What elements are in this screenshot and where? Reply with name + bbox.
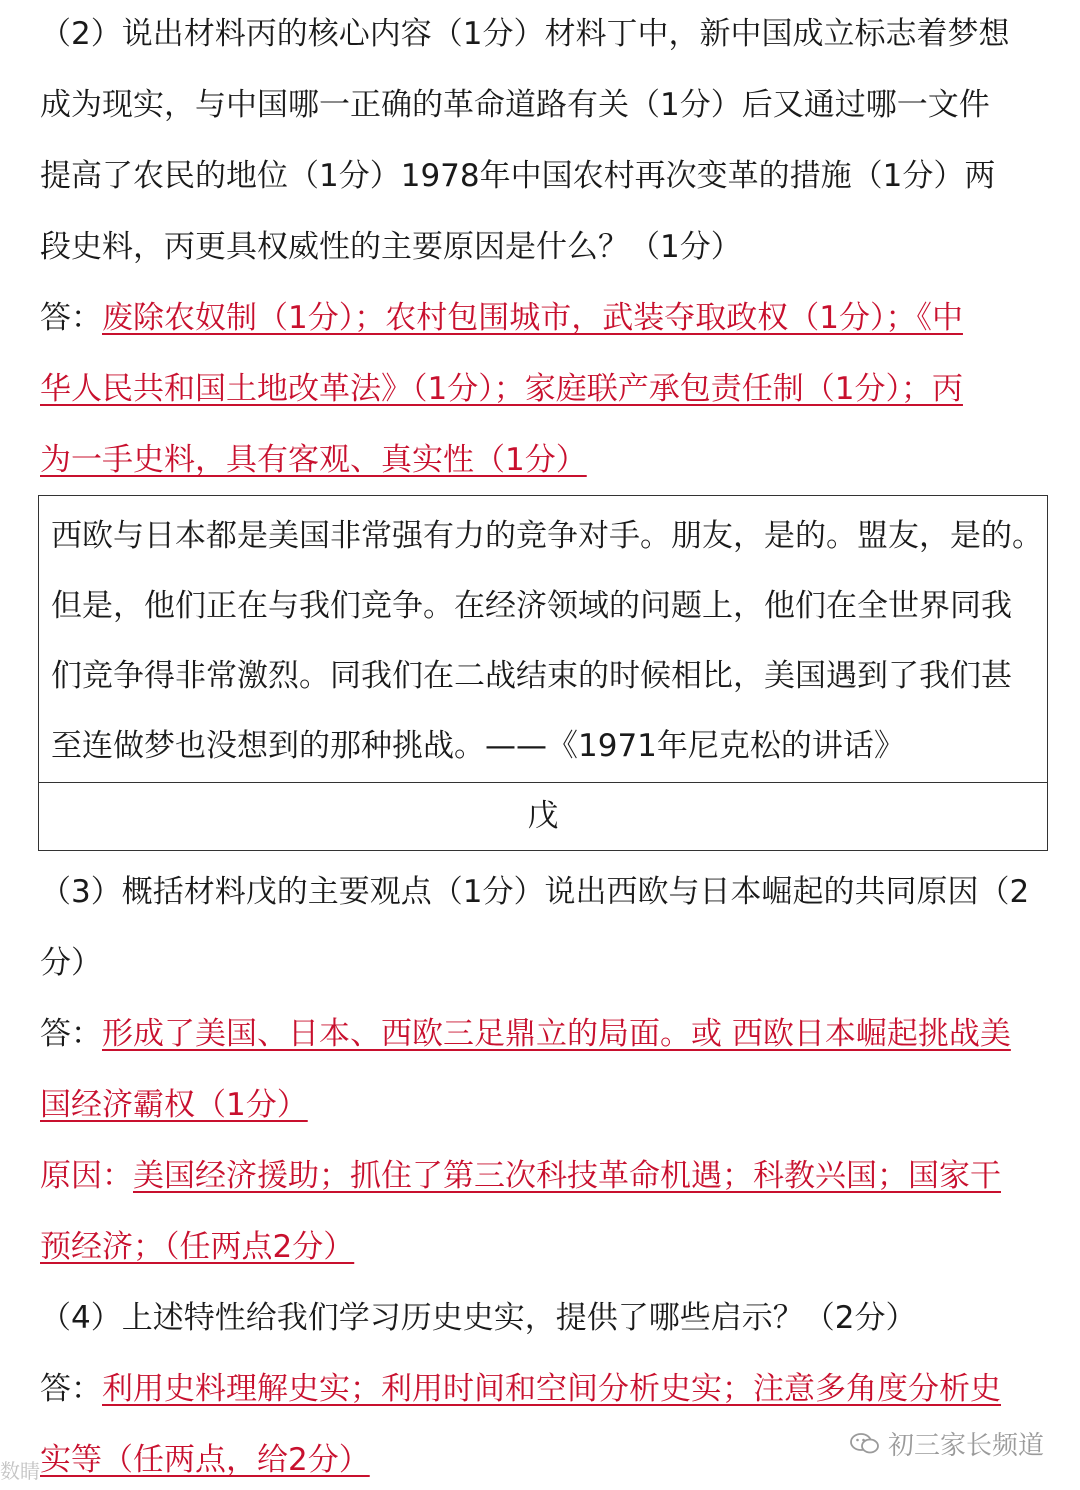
q3-reason-line-2 xyxy=(40,1227,354,1267)
q4-line-1: （4）上述特性给我们学习历史史实，提供了哪些启示？（2分） xyxy=(40,1300,917,1336)
wechat-bubble-icon xyxy=(850,1432,880,1456)
q3-answer-text-1: 形成了美国、日本、西欧三足鼎立的局面。或 西欧日本崛起挑战美 xyxy=(102,1016,1011,1052)
answer-label: 答： xyxy=(40,1016,102,1052)
q4-answer-line-2: 实等（任两点，给2分） xyxy=(40,1442,370,1478)
q2-line-3: 提高了农民的地位（1分）1978年中国农村再次变革的措施（1分）两 xyxy=(40,158,996,194)
material-wu-line-4: 至连做梦也没想到的那种挑战。——《1971年尼克松的讲话》 xyxy=(51,728,905,764)
channel-watermark xyxy=(850,1425,1044,1462)
q3-reason-text-1: 美国经济援助；抓住了第三次科技革命机遇；科教兴国；国家干 xyxy=(133,1158,1001,1194)
q3-line-2: 分） xyxy=(40,945,102,981)
watermark-text: 初三家长频道 xyxy=(887,1431,1044,1461)
answer-label: 答： xyxy=(40,300,102,336)
material-wu-line-1: 西欧与日本都是美国非常强有力的竞争对手。朋友，是的。盟友，是的。 xyxy=(51,518,1043,554)
material-divider xyxy=(39,782,1047,783)
material-wu-label: 戊 xyxy=(527,798,559,834)
material-wu-line-2: 但是，他们正在与我们竞争。在经济领域的问题上，他们在全世界同我 xyxy=(51,588,1012,624)
q2-answer-line-1 xyxy=(40,298,963,338)
q3-reason-line-1 xyxy=(40,1156,1001,1196)
q2-answer-text-1: 废除农奴制（1分）；农村包围城市，武装夺取政权（1分）；《中 xyxy=(102,300,963,336)
material-wu-line-3: 们竞争得非常激烈。同我们在二战结束的时候相比，美国遇到了我们甚 xyxy=(51,658,1012,694)
answer-label: 答： xyxy=(40,1371,102,1407)
q2-answer-line-3: 为一手史料，具有客观、真实性（1分） xyxy=(40,442,587,478)
q3-answer-line-2: 国经济霸权（1分） xyxy=(40,1087,308,1123)
q3-answer-line-1 xyxy=(40,1014,1011,1054)
q4-answer-text-1: 利用史料理解史实；利用时间和空间分析史实；注意多角度分析史 xyxy=(102,1371,1001,1407)
material-wu-box xyxy=(38,495,1048,851)
q3-line-1: （3）概括材料戊的主要观点（1分）说出西欧与日本崛起的共同原因（2 xyxy=(40,874,1030,910)
q3-reason-text-2: 预经济；（任两点2分） xyxy=(40,1229,355,1265)
corner-watermark: 数睛 xyxy=(0,1459,40,1483)
q2-line-4: 段史料，丙更具权威性的主要原因是什么？（1分） xyxy=(40,229,742,265)
reason-label: 原因： xyxy=(40,1158,133,1194)
q2-line-2: 成为现实，与中国哪一正确的革命道路有关（1分）后又通过哪一文件 xyxy=(40,87,990,123)
q4-answer-line-1 xyxy=(40,1369,1001,1409)
q2-answer-line-2: 华人民共和国土地改革法》（1分）；家庭联产承包责任制（1分）；丙 xyxy=(40,371,963,407)
q2-line-1: （2）说出材料丙的核心内容（1分）材料丁中，新中国成立标志着梦想 xyxy=(40,16,1010,52)
